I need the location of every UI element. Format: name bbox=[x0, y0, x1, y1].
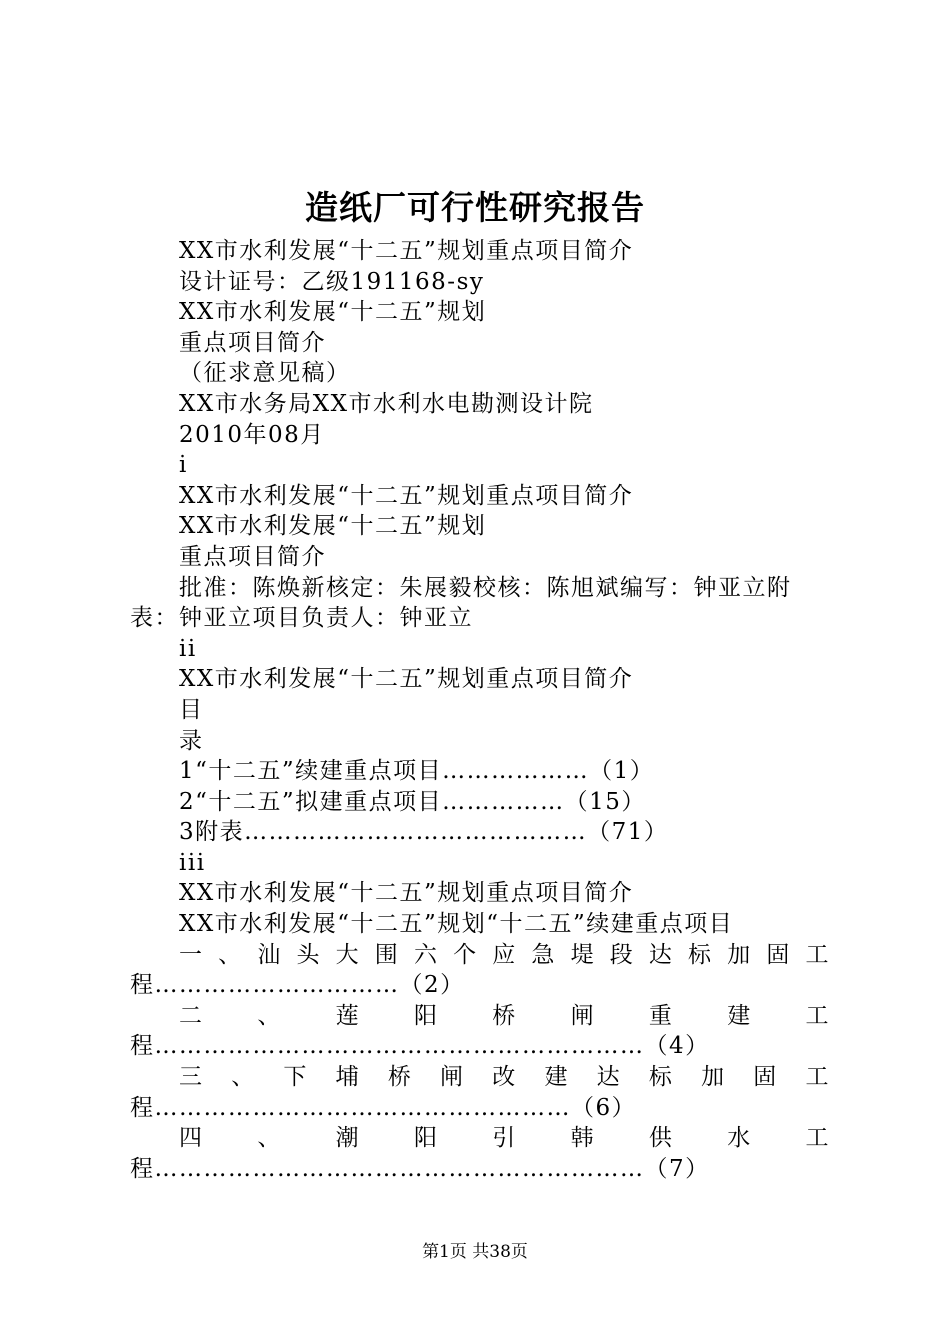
paragraph: XX市水利发展“十二五”规划 bbox=[179, 299, 487, 326]
page-marker: ii bbox=[179, 635, 197, 662]
paragraph: XX市水利发展“十二五”规划重点项目简介 bbox=[179, 666, 634, 693]
paragraph: 重点项目简介 bbox=[179, 329, 326, 356]
page-marker: iii bbox=[179, 849, 206, 876]
toc-entry: 二、莲阳桥闸重建工程……………………………………………………（4） bbox=[130, 1002, 830, 1060]
toc-entry: 三、下埔桥闸改建达标加固工程……………………………………………（6） bbox=[130, 1064, 830, 1121]
toc-heading: 目 bbox=[179, 696, 204, 723]
paragraph: 批准：陈焕新核定：朱展毅校核：陈旭斌编写：钟亚立附表：钟亚立项目负责人：钟亚立 bbox=[130, 574, 792, 632]
page-number-footer: 第1页 共38页 bbox=[422, 1242, 528, 1262]
toc-entry: 2“十二五”拟建重点项目……………（15） bbox=[179, 788, 646, 815]
paragraph: XX市水务局XX市水利水电勘测设计院 bbox=[179, 390, 594, 417]
paragraph: 重点项目简介 bbox=[179, 543, 326, 570]
paragraph: XX市水利发展“十二五”规划重点项目简介 bbox=[179, 238, 634, 264]
page-marker: i bbox=[179, 452, 188, 479]
document-title: 造纸厂可行性研究报告 bbox=[305, 188, 645, 227]
toc-entry: 3附表……………………………………（71） bbox=[179, 819, 669, 846]
paragraph: 设计证号：乙级191168-sy bbox=[179, 268, 485, 295]
paragraph: XX市水利发展“十二五”规划“十二五”续建重点项目 bbox=[179, 911, 734, 938]
paragraph: XX市水利发展“十二五”规划重点项目简介 bbox=[179, 880, 634, 907]
toc-entry: 一、汕头大围六个应急堤段达标加固工程…………………………（2） bbox=[130, 941, 830, 999]
toc-heading: 录 bbox=[179, 727, 204, 754]
document-body bbox=[130, 236, 830, 1184]
paragraph: XX市水利发展“十二五”规划 bbox=[179, 513, 487, 540]
paragraph: 2010年08月 bbox=[179, 421, 325, 448]
paragraph: （征求意见稿） bbox=[179, 360, 351, 387]
toc-entry: 1“十二五”续建重点项目………………（1） bbox=[179, 758, 655, 785]
paragraph: XX市水利发展“十二五”规划重点项目简介 bbox=[179, 482, 634, 509]
toc-entry: 四、潮阳引韩供水工程……………………………………………………（7） bbox=[130, 1125, 830, 1182]
